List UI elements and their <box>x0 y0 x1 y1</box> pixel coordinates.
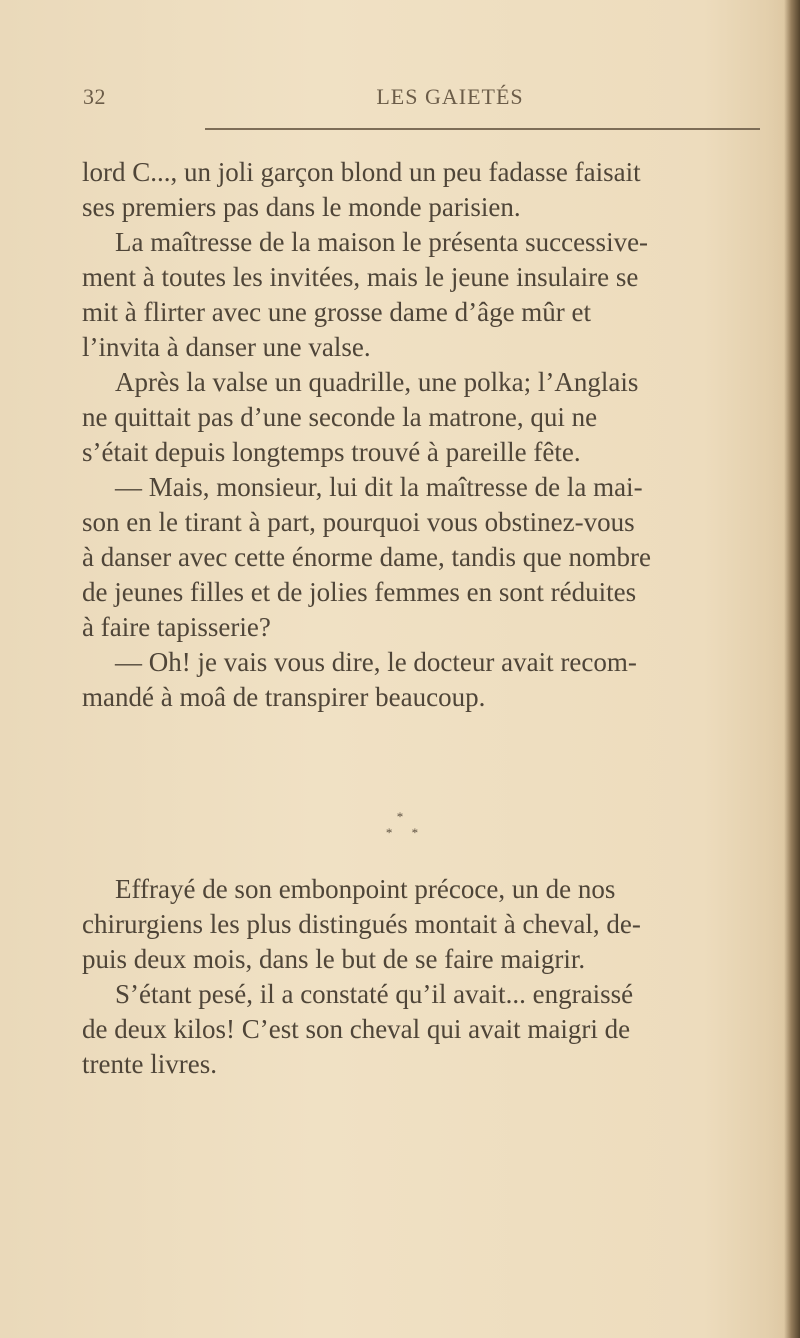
text-line: à danser avec cette énorme dame, tandis que nombre <box>82 542 651 572</box>
text-line: — Oh! je vais vous dire, le docteur avait recom- <box>115 647 637 677</box>
text-line: s’était depuis longtemps trouvé à pareille fête. <box>82 437 581 467</box>
page-number: 32 <box>83 84 106 109</box>
text-line: ment à toutes les invitées, mais le jeune insulaire se <box>82 262 639 292</box>
asterism-bottom: * * <box>385 825 427 840</box>
text-line: Effrayé de son embonpoint précoce, un de nos <box>115 874 616 904</box>
text-line: son en le tirant à part, pourquoi vous obstinez-vous <box>82 507 635 537</box>
text-line: S’étant pesé, il a constaté qu’il avait... engraissé <box>115 979 634 1009</box>
page-header <box>80 84 760 114</box>
text-line: mandé à moâ de transpirer beaucoup. <box>82 682 486 712</box>
text-line: à faire tapisserie? <box>82 612 271 642</box>
anecdote-surgeon <box>82 872 762 1082</box>
text-line: trente livres. <box>82 1049 217 1079</box>
header-rule <box>205 128 760 130</box>
page-binding-edge <box>784 0 800 1338</box>
asterism-top: * <box>396 809 404 824</box>
text-line: chirurgiens les plus distingués montait à cheval, de- <box>82 909 641 939</box>
text-line: ses premiers pas dans le monde parisien. <box>82 192 521 222</box>
text-line: mit à flirter avec une grosse dame d’âge mûr et <box>82 297 592 327</box>
running-head: LES GAIETÉS <box>376 84 524 109</box>
text-line: Après la valse un quadrille, une polka; l’Anglais <box>115 367 639 397</box>
text-line: — Mais, monsieur, lui dit la maîtresse de la mai- <box>115 472 643 502</box>
text-line: de jeunes filles et de jolies femmes en sont réduites <box>82 577 637 607</box>
text-line: ne quittait pas d’une seconde la matrone, qui ne <box>82 402 598 432</box>
text-line: de deux kilos! C’est son cheval qui avait maigri de <box>82 1014 631 1044</box>
text-line: La maîtresse de la maison le présenta successive- <box>115 227 649 257</box>
text-line: lord C..., un joli garçon blond un peu fadasse faisait <box>82 157 641 187</box>
anecdote-lord-c <box>82 155 762 715</box>
text-line: l’invita à danser une valse. <box>82 332 371 362</box>
text-line: puis deux mois, dans le but de se faire maigrir. <box>82 944 586 974</box>
